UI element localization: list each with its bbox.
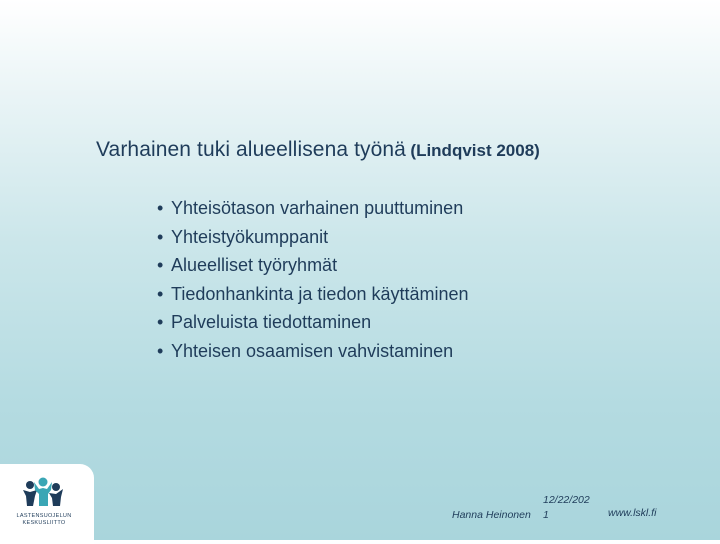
bullet-dot: •	[157, 255, 164, 275]
bullet-text: Palveluista tiedottaminen	[171, 312, 372, 332]
bullet-text: Yhteisen osaamisen vahvistaminen	[171, 340, 454, 361]
logo-line-2: KESKUSLIITTO	[22, 520, 66, 526]
bullet-item	[157, 251, 469, 280]
family-figures-icon	[18, 476, 68, 514]
footer-date: 12/22/202 1	[543, 494, 590, 521]
bullet-list	[157, 194, 469, 365]
bullet-dot: •	[157, 198, 164, 218]
bullet-dot: •	[157, 312, 164, 332]
bullet-text: Yhteisötason varhainen puuttuminen	[171, 198, 464, 218]
organization-logo	[0, 464, 94, 544]
bullet-dot: •	[157, 226, 164, 247]
footer-url: www.lskl.fi	[608, 507, 657, 519]
bullet-text: Tiedonhankinta ja tiedon käyttäminen	[171, 283, 469, 304]
logo-wordmark	[12, 513, 76, 527]
bullet-dot: •	[157, 283, 164, 304]
bullet-item	[157, 308, 469, 337]
bullet-item	[157, 280, 469, 309]
bullet-text: Alueelliset työryhmät	[171, 255, 338, 275]
logo-line-1: LASTENSUOJELUN	[16, 513, 72, 519]
title-citation: (Lindqvist 2008)	[410, 141, 540, 160]
bullet-item	[157, 194, 469, 223]
bullet-item	[157, 337, 469, 366]
bullet-text: Yhteistyökumppanit	[171, 226, 329, 247]
bullet-item	[157, 223, 469, 252]
footer-author: Hanna Heinonen	[452, 509, 531, 521]
slide-title	[96, 138, 540, 162]
title-main: Varhainen tuki alueellisena työnä	[96, 138, 406, 161]
bullet-dot: •	[157, 340, 164, 361]
